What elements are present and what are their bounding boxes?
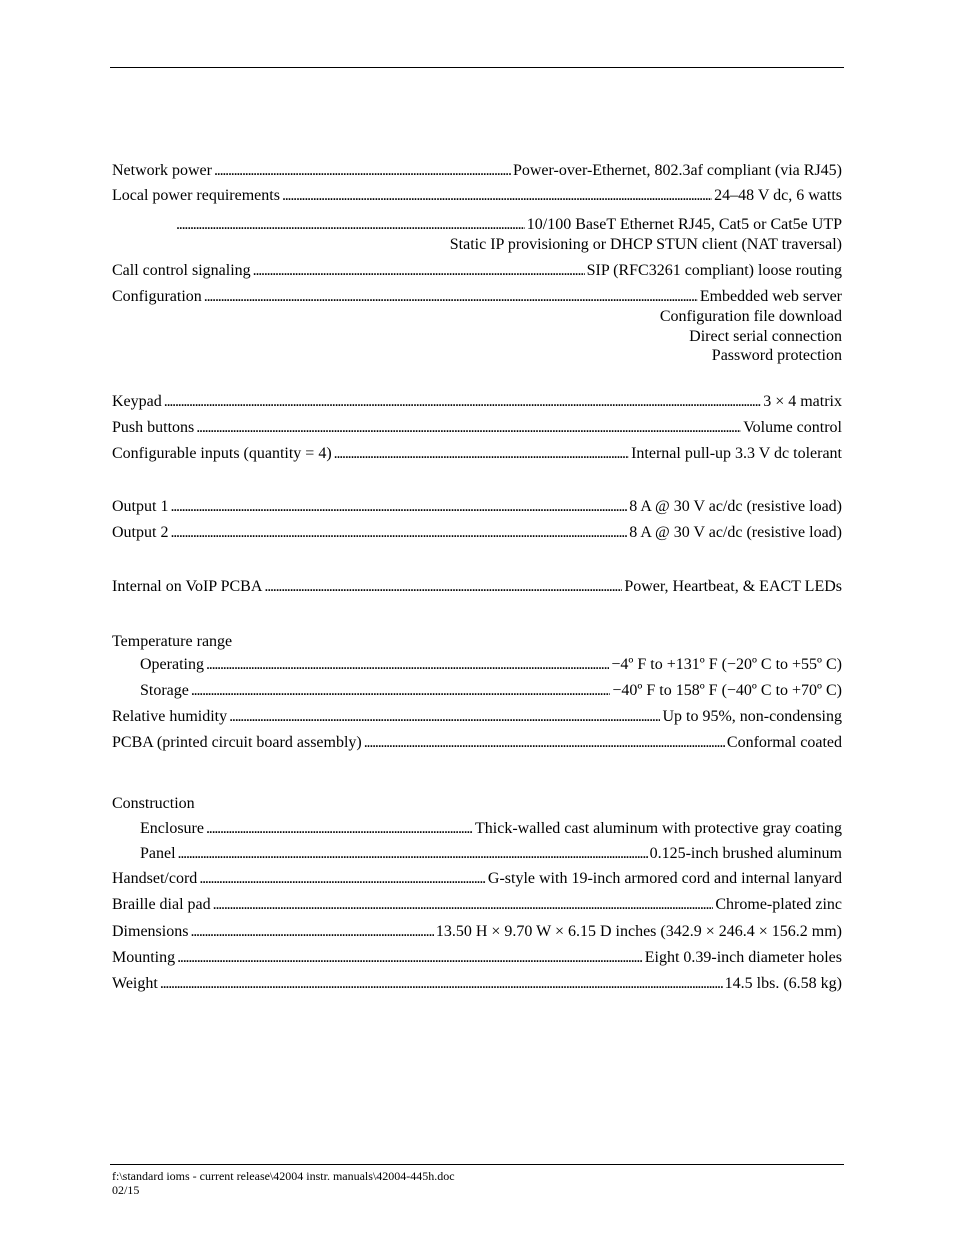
spec-row bbox=[112, 215, 842, 235]
spec-row bbox=[140, 844, 842, 864]
dot-leader bbox=[229, 707, 660, 727]
spec-row bbox=[112, 733, 842, 753]
spec-label: Braille dial pad bbox=[112, 896, 211, 913]
spec-row bbox=[112, 895, 842, 915]
spec-label: Network power bbox=[112, 162, 212, 179]
spec-value-continuation: Configuration file download bbox=[659, 308, 842, 325]
dot-leader bbox=[170, 497, 627, 517]
spec-row bbox=[112, 869, 842, 889]
spec-row bbox=[112, 922, 842, 942]
spec-value: Eight 0.39-inch diameter holes bbox=[644, 949, 842, 966]
spec-row bbox=[112, 707, 842, 727]
spec-label: Operating bbox=[140, 656, 204, 673]
spec-label: Configuration bbox=[112, 288, 202, 305]
spec-label: Local power requirements bbox=[112, 187, 280, 204]
spec-value: Volume control bbox=[743, 419, 842, 436]
dot-leader bbox=[364, 733, 725, 753]
spec-value-continuation: Static IP provisioning or DHCP STUN client (NAT traversal) bbox=[449, 236, 842, 253]
dot-leader bbox=[164, 392, 761, 412]
spec-value: 10/100 BaseT Ethernet RJ45, Cat5 or Cat5e UTP bbox=[526, 216, 842, 233]
section-heading: Temperature range bbox=[112, 633, 233, 650]
spec-label: Internal on VoIP PCBA bbox=[112, 578, 263, 595]
spec-label: Dimensions bbox=[112, 923, 189, 940]
spec-row bbox=[112, 392, 842, 412]
dot-leader bbox=[176, 215, 525, 235]
dot-leader bbox=[253, 261, 585, 281]
spec-value: Power-over-Ethernet, 802.3af compliant (via RJ45) bbox=[512, 162, 842, 179]
dot-leader bbox=[204, 287, 698, 307]
spec-label: Push buttons bbox=[112, 419, 195, 436]
spec-value: 0.125-inch brushed aluminum bbox=[649, 845, 842, 862]
spec-value: 8 A @ 30 V ac/dc (resistive load) bbox=[629, 524, 842, 541]
spec-label: Call control signaling bbox=[112, 262, 251, 279]
spec-label: Keypad bbox=[112, 393, 162, 410]
spec-label: Configurable inputs (quantity = 4) bbox=[112, 445, 332, 462]
spec-label: PCBA (printed circuit board assembly) bbox=[112, 734, 362, 751]
spec-row bbox=[112, 948, 842, 968]
dot-leader bbox=[160, 974, 723, 994]
spec-value: 3 × 4 matrix bbox=[763, 393, 842, 410]
section-heading: Construction bbox=[112, 795, 195, 812]
spec-row bbox=[112, 287, 842, 307]
spec-row bbox=[112, 444, 842, 464]
spec-value: Conformal coated bbox=[726, 734, 842, 751]
spec-value: Chrome-plated zinc bbox=[715, 896, 842, 913]
footer-date: 02/15 bbox=[112, 1183, 140, 1197]
spec-value: Embedded web server bbox=[699, 288, 842, 305]
spec-value-continuation: Direct serial connection bbox=[689, 328, 842, 345]
spec-value: Thick-walled cast aluminum with protective gray coating bbox=[475, 820, 842, 837]
spec-label: Output 2 bbox=[112, 524, 169, 541]
spec-value: 24–48 V dc, 6 watts bbox=[714, 187, 842, 204]
spec-label: Mounting bbox=[112, 949, 176, 966]
dot-leader bbox=[214, 161, 511, 181]
dot-leader bbox=[177, 948, 643, 968]
dot-leader bbox=[191, 681, 611, 701]
footer-rule bbox=[110, 1164, 844, 1165]
spec-row bbox=[112, 974, 842, 994]
dot-leader bbox=[282, 186, 712, 206]
spec-value: −4º F to +131º F (−20º C to +55º C) bbox=[611, 656, 842, 673]
header-rule bbox=[110, 67, 844, 68]
spec-value: SIP (RFC3261 compliant) loose routing bbox=[586, 262, 842, 279]
spec-row bbox=[112, 186, 842, 206]
spec-row bbox=[112, 418, 842, 438]
spec-row bbox=[140, 655, 842, 675]
dot-leader bbox=[196, 418, 741, 438]
spec-label: Weight bbox=[112, 975, 158, 992]
spec-value: Up to 95%, non-condensing bbox=[662, 708, 842, 725]
dot-leader bbox=[178, 844, 648, 864]
spec-label: Output 1 bbox=[112, 498, 169, 515]
dot-leader bbox=[206, 819, 473, 839]
dot-leader bbox=[213, 895, 714, 915]
spec-value: 14.5 lbs. (6.58 kg) bbox=[724, 975, 842, 992]
spec-value: 13.50 H × 9.70 W × 6.15 D inches (342.9 × 246.4 × 156.2 mm) bbox=[435, 923, 842, 940]
spec-label: Enclosure bbox=[140, 820, 204, 837]
dot-leader bbox=[334, 444, 629, 464]
spec-label: Handset/cord bbox=[112, 870, 198, 887]
dot-leader bbox=[199, 869, 486, 889]
spec-value: −40º F to 158º F (−40º C to +70º C) bbox=[612, 682, 842, 699]
spec-row bbox=[112, 577, 842, 597]
spec-value: Power, Heartbeat, & EACT LEDs bbox=[624, 578, 842, 595]
footer-file-path: f:\standard ioms - current release\42004 instr. manuals\42004-445h.doc bbox=[112, 1169, 455, 1183]
spec-row bbox=[112, 161, 842, 181]
spec-row bbox=[112, 497, 842, 517]
spec-row bbox=[140, 819, 842, 839]
spec-label: Panel bbox=[140, 845, 176, 862]
dot-leader bbox=[264, 577, 622, 597]
dot-leader bbox=[190, 922, 433, 942]
spec-value-continuation: Password protection bbox=[711, 347, 842, 364]
spec-value: 8 A @ 30 V ac/dc (resistive load) bbox=[629, 498, 842, 515]
spec-value: G-style with 19-inch armored cord and internal lanyard bbox=[487, 870, 842, 887]
spec-row bbox=[112, 523, 842, 543]
spec-label: Storage bbox=[140, 682, 189, 699]
spec-value: Internal pull-up 3.3 V dc tolerant bbox=[631, 445, 842, 462]
dot-leader bbox=[206, 655, 609, 675]
spec-row bbox=[112, 261, 842, 281]
spec-label: Relative humidity bbox=[112, 708, 228, 725]
dot-leader bbox=[170, 523, 627, 543]
spec-row bbox=[140, 681, 842, 701]
